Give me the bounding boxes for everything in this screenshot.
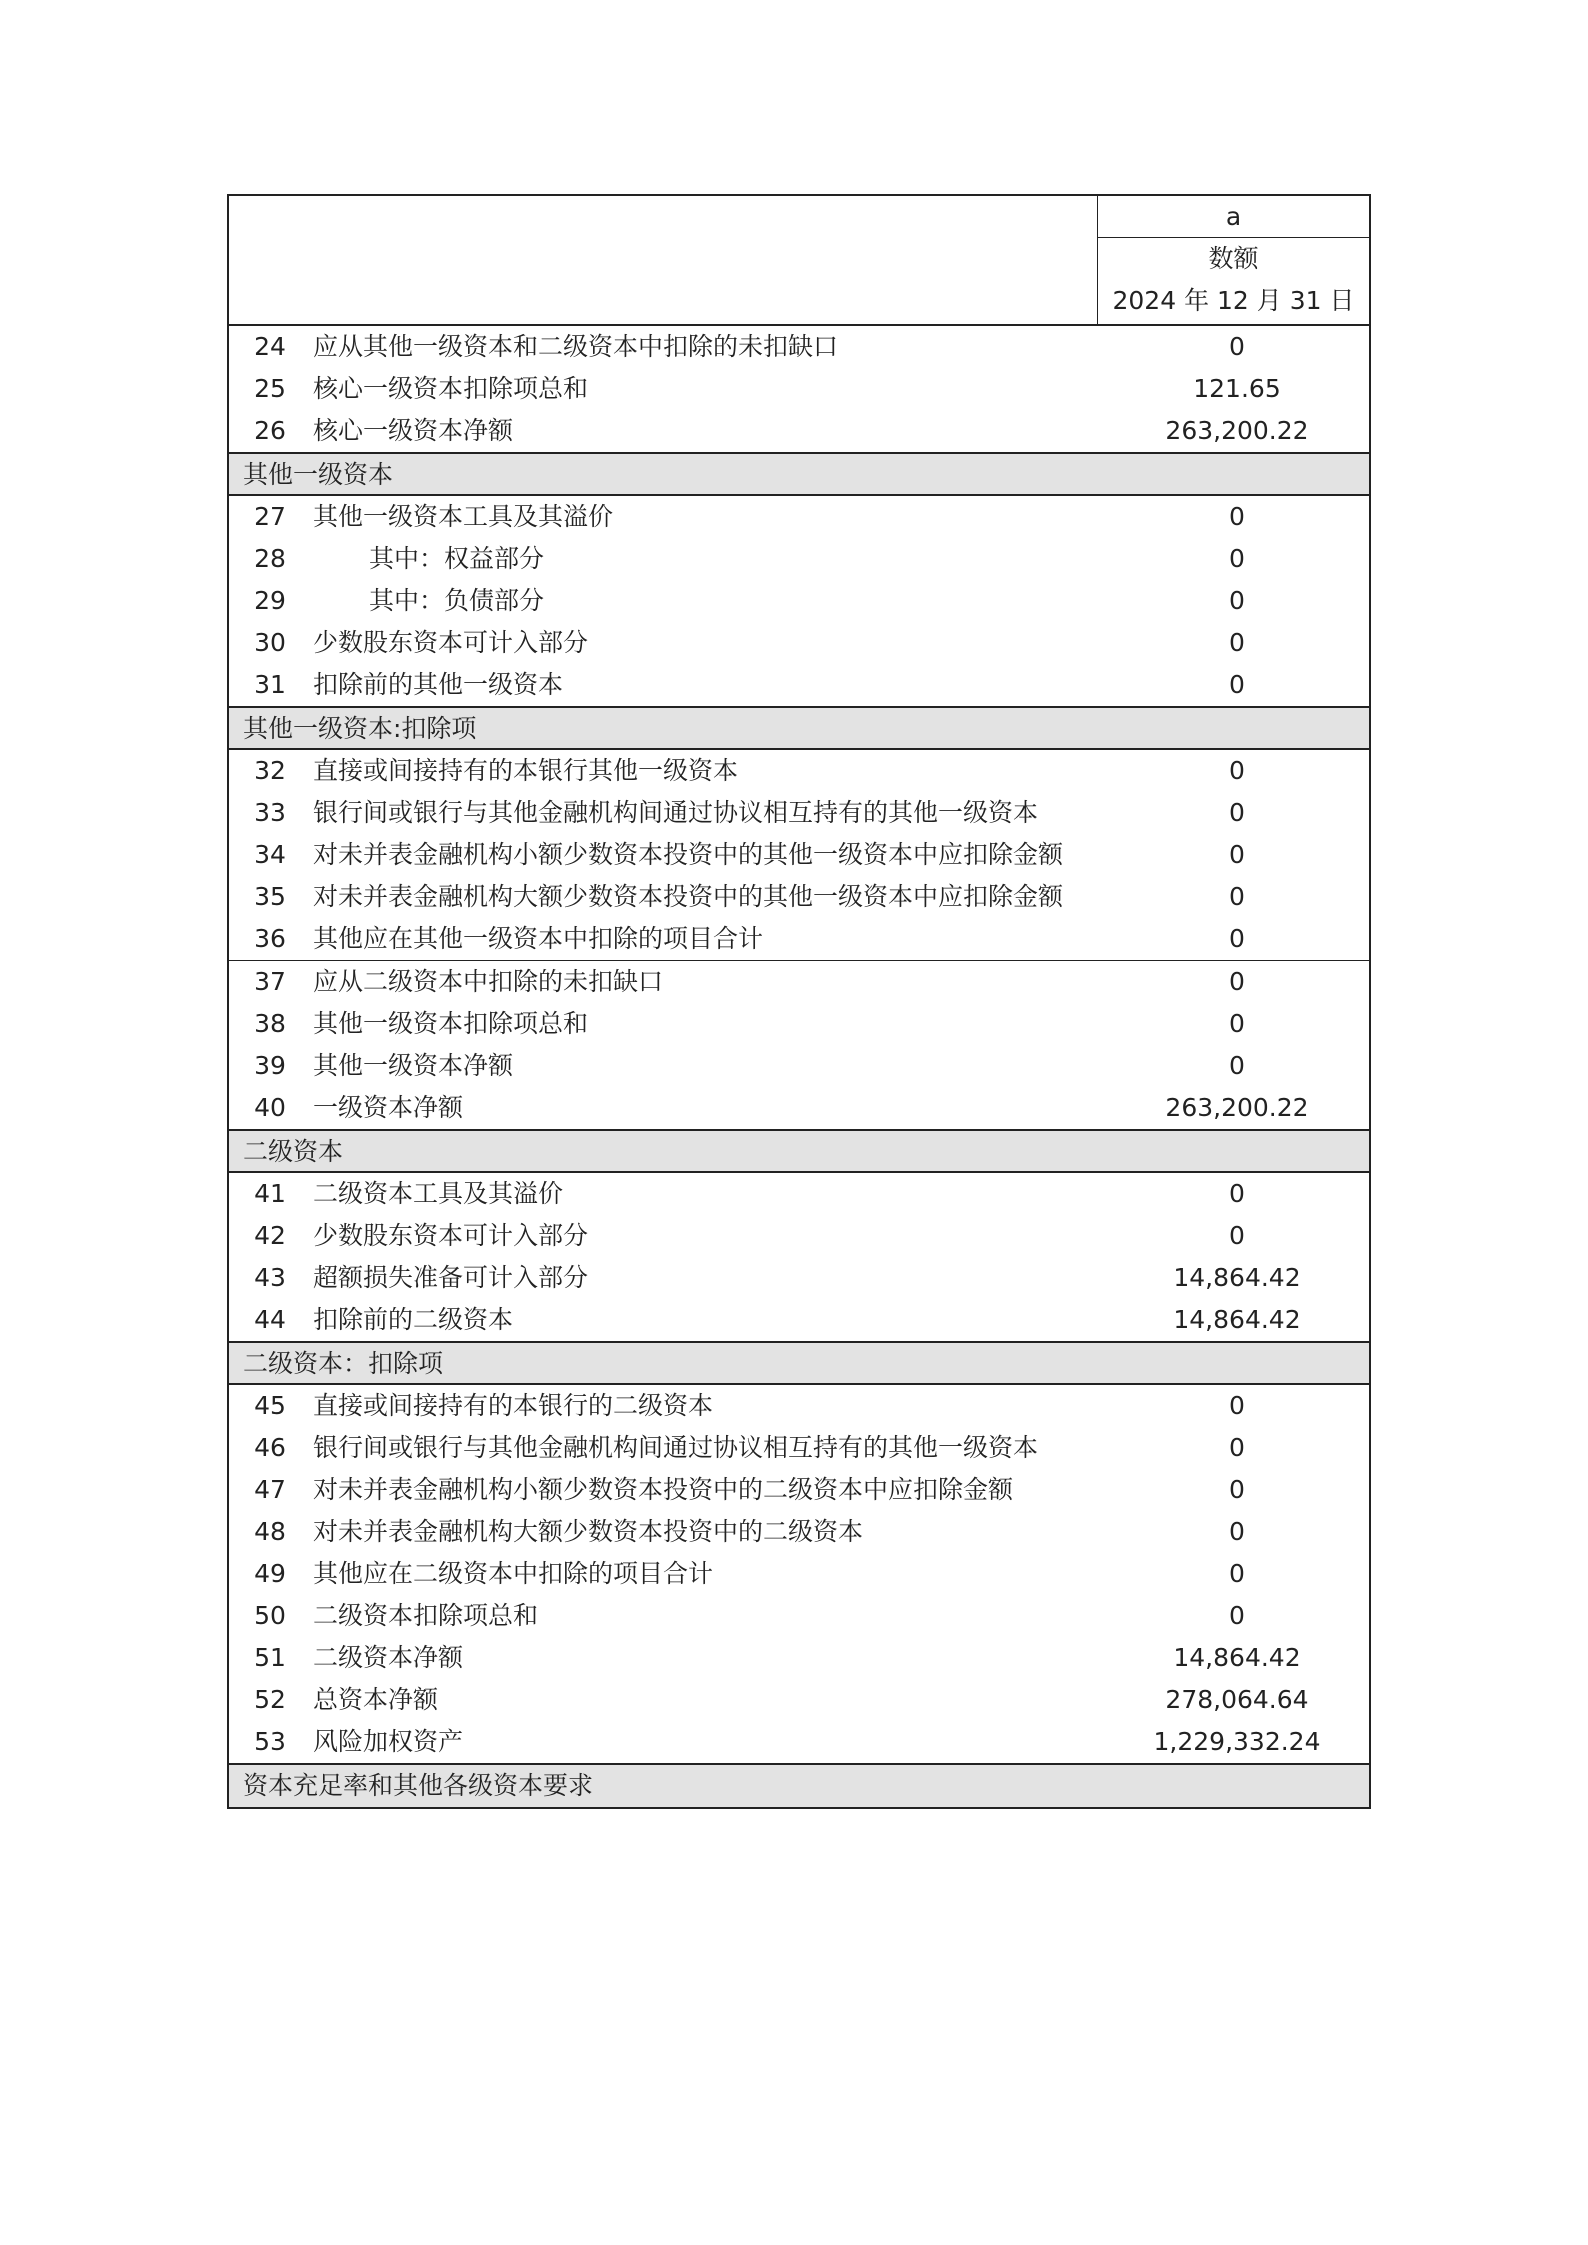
row-value: 0 <box>1229 798 1245 827</box>
table-row <box>229 1511 1369 1553</box>
row-value: 14,864.42 <box>1173 1643 1301 1672</box>
row-group <box>229 326 1369 454</box>
row-number: 53 <box>254 1727 286 1756</box>
row-label: 核心一级资本扣除项总和 <box>313 374 589 403</box>
capital-composition-table <box>227 194 1371 1809</box>
row-value: 0 <box>1229 670 1245 699</box>
row-group <box>229 750 1369 961</box>
row-number: 52 <box>254 1685 286 1714</box>
table-row <box>229 1721 1369 1763</box>
column-code: a <box>1098 196 1369 238</box>
row-number: 47 <box>254 1475 286 1504</box>
table-row <box>229 961 1369 1003</box>
row-number: 25 <box>254 374 286 403</box>
table-row <box>229 1385 1369 1427</box>
table-row <box>229 1173 1369 1215</box>
row-value: 0 <box>1229 1051 1245 1080</box>
row-label: 扣除前的其他一级资本 <box>313 670 564 699</box>
row-number: 38 <box>254 1009 286 1038</box>
table-row <box>229 1469 1369 1511</box>
row-number: 48 <box>254 1517 286 1546</box>
row-value: 0 <box>1229 586 1245 615</box>
row-group <box>229 961 1369 1131</box>
table-row <box>229 1003 1369 1045</box>
row-number: 39 <box>254 1051 286 1080</box>
table-row <box>229 1637 1369 1679</box>
row-number: 45 <box>254 1391 286 1420</box>
row-number: 40 <box>254 1093 286 1122</box>
table-row <box>229 580 1369 622</box>
row-number: 31 <box>254 670 286 699</box>
row-label: 二级资本工具及其溢价 <box>313 1179 564 1208</box>
row-label: 二级资本扣除项总和 <box>313 1601 539 1630</box>
row-label: 核心一级资本净额 <box>313 416 514 445</box>
row-value: 0 <box>1229 1009 1245 1038</box>
row-label: 直接或间接持有的本银行的二级资本 <box>313 1391 714 1420</box>
row-label: 其他应在二级资本中扣除的项目合计 <box>313 1559 714 1588</box>
row-value: 263,200.22 <box>1165 416 1309 445</box>
section-header: 资本充足率和其他各级资本要求 <box>229 1765 1369 1807</box>
table-body <box>229 326 1369 1807</box>
row-number: 26 <box>254 416 286 445</box>
row-label: 其他一级资本扣除项总和 <box>313 1009 589 1038</box>
row-number: 35 <box>254 882 286 911</box>
row-number: 50 <box>254 1601 286 1630</box>
row-value: 0 <box>1229 1517 1245 1546</box>
table-row <box>229 326 1369 368</box>
table-row <box>229 750 1369 792</box>
row-value: 0 <box>1229 967 1245 996</box>
table-row <box>229 918 1369 960</box>
row-value: 263,200.22 <box>1165 1093 1309 1122</box>
row-value: 278,064.64 <box>1165 1685 1309 1714</box>
table-row <box>229 538 1369 580</box>
table-row <box>229 1215 1369 1257</box>
row-value: 1,229,332.24 <box>1153 1727 1321 1756</box>
section-header: 其他一级资本:扣除项 <box>229 708 1369 750</box>
row-label: 超额损失准备可计入部分 <box>313 1263 589 1292</box>
table-row <box>229 1299 1369 1341</box>
row-label: 其他一级资本净额 <box>313 1051 514 1080</box>
row-number: 36 <box>254 924 286 953</box>
row-number: 37 <box>254 967 286 996</box>
row-value: 0 <box>1229 756 1245 785</box>
row-value: 14,864.42 <box>1173 1305 1301 1334</box>
row-label: 少数股东资本可计入部分 <box>313 1221 589 1250</box>
table-row <box>229 1595 1369 1637</box>
section-header: 其他一级资本 <box>229 454 1369 496</box>
row-group <box>229 496 1369 708</box>
row-number: 42 <box>254 1221 286 1250</box>
row-value: 0 <box>1229 840 1245 869</box>
row-number: 49 <box>254 1559 286 1588</box>
row-value: 0 <box>1229 332 1245 361</box>
row-value: 0 <box>1229 1559 1245 1588</box>
row-number: 24 <box>254 332 286 361</box>
row-label: 二级资本净额 <box>313 1643 464 1672</box>
row-label: 对未并表金融机构大额少数资本投资中的二级资本 <box>313 1517 864 1546</box>
table-row <box>229 1087 1369 1129</box>
table-row <box>229 410 1369 452</box>
row-label: 直接或间接持有的本银行其他一级资本 <box>313 756 739 785</box>
table-header <box>229 196 1369 326</box>
row-label: 其他应在其他一级资本中扣除的项目合计 <box>313 924 764 953</box>
row-number: 27 <box>254 502 286 531</box>
table-row <box>229 368 1369 410</box>
row-number: 44 <box>254 1305 286 1334</box>
table-row <box>229 1553 1369 1595</box>
table-row <box>229 622 1369 664</box>
row-value: 0 <box>1229 502 1245 531</box>
row-label: 对未并表金融机构大额少数资本投资中的其他一级资本中应扣除金额 <box>313 882 1064 911</box>
section-header: 二级资本 <box>229 1131 1369 1173</box>
row-label: 一级资本净额 <box>313 1093 464 1122</box>
row-label: 对未并表金融机构小额少数资本投资中的其他一级资本中应扣除金额 <box>313 840 1064 869</box>
row-value: 121.65 <box>1193 374 1281 403</box>
table-row <box>229 1045 1369 1087</box>
row-group <box>229 1173 1369 1343</box>
table-row <box>229 664 1369 706</box>
row-value: 0 <box>1229 1433 1245 1462</box>
row-label: 银行间或银行与其他金融机构间通过协议相互持有的其他一级资本 <box>313 1433 1039 1462</box>
section-header: 二级资本：扣除项 <box>229 1343 1369 1385</box>
row-value: 0 <box>1229 1601 1245 1630</box>
row-label: 风险加权资产 <box>313 1727 464 1756</box>
row-value: 14,864.42 <box>1173 1263 1301 1292</box>
row-number: 32 <box>254 756 286 785</box>
row-number: 28 <box>254 544 286 573</box>
table-row <box>229 1257 1369 1299</box>
row-label: 少数股东资本可计入部分 <box>313 628 589 657</box>
amount-column-header <box>1097 196 1369 324</box>
row-value: 0 <box>1229 1475 1245 1504</box>
row-label: 其中：权益部分 <box>369 544 545 573</box>
row-label: 其他一级资本工具及其溢价 <box>313 502 614 531</box>
row-number: 29 <box>254 586 286 615</box>
row-label: 总资本净额 <box>313 1685 439 1714</box>
row-number: 46 <box>254 1433 286 1462</box>
row-value: 0 <box>1229 1179 1245 1208</box>
row-number: 33 <box>254 798 286 827</box>
table-row <box>229 834 1369 876</box>
table-row <box>229 496 1369 538</box>
table-row <box>229 876 1369 918</box>
table-row <box>229 1427 1369 1469</box>
row-label: 其中：负债部分 <box>369 586 545 615</box>
table-row <box>229 792 1369 834</box>
row-label: 应从二级资本中扣除的未扣缺口 <box>313 967 664 996</box>
row-label: 扣除前的二级资本 <box>313 1305 514 1334</box>
row-label: 对未并表金融机构小额少数资本投资中的二级资本中应扣除金额 <box>313 1475 1014 1504</box>
row-label: 银行间或银行与其他金融机构间通过协议相互持有的其他一级资本 <box>313 798 1039 827</box>
table-row <box>229 1679 1369 1721</box>
row-value: 0 <box>1229 628 1245 657</box>
row-value: 0 <box>1229 1221 1245 1250</box>
row-number: 51 <box>254 1643 286 1672</box>
column-date: 2024 年 12 月 31 日 <box>1112 286 1355 315</box>
row-value: 0 <box>1229 544 1245 573</box>
row-value: 0 <box>1229 1391 1245 1420</box>
row-number: 41 <box>254 1179 286 1208</box>
row-value: 0 <box>1229 882 1245 911</box>
row-number: 43 <box>254 1263 286 1292</box>
column-title: 数额 <box>1208 244 1259 273</box>
row-value: 0 <box>1229 924 1245 953</box>
row-label: 应从其他一级资本和二级资本中扣除的未扣缺口 <box>313 332 839 361</box>
row-group <box>229 1385 1369 1765</box>
row-number: 30 <box>254 628 286 657</box>
row-number: 34 <box>254 840 286 869</box>
